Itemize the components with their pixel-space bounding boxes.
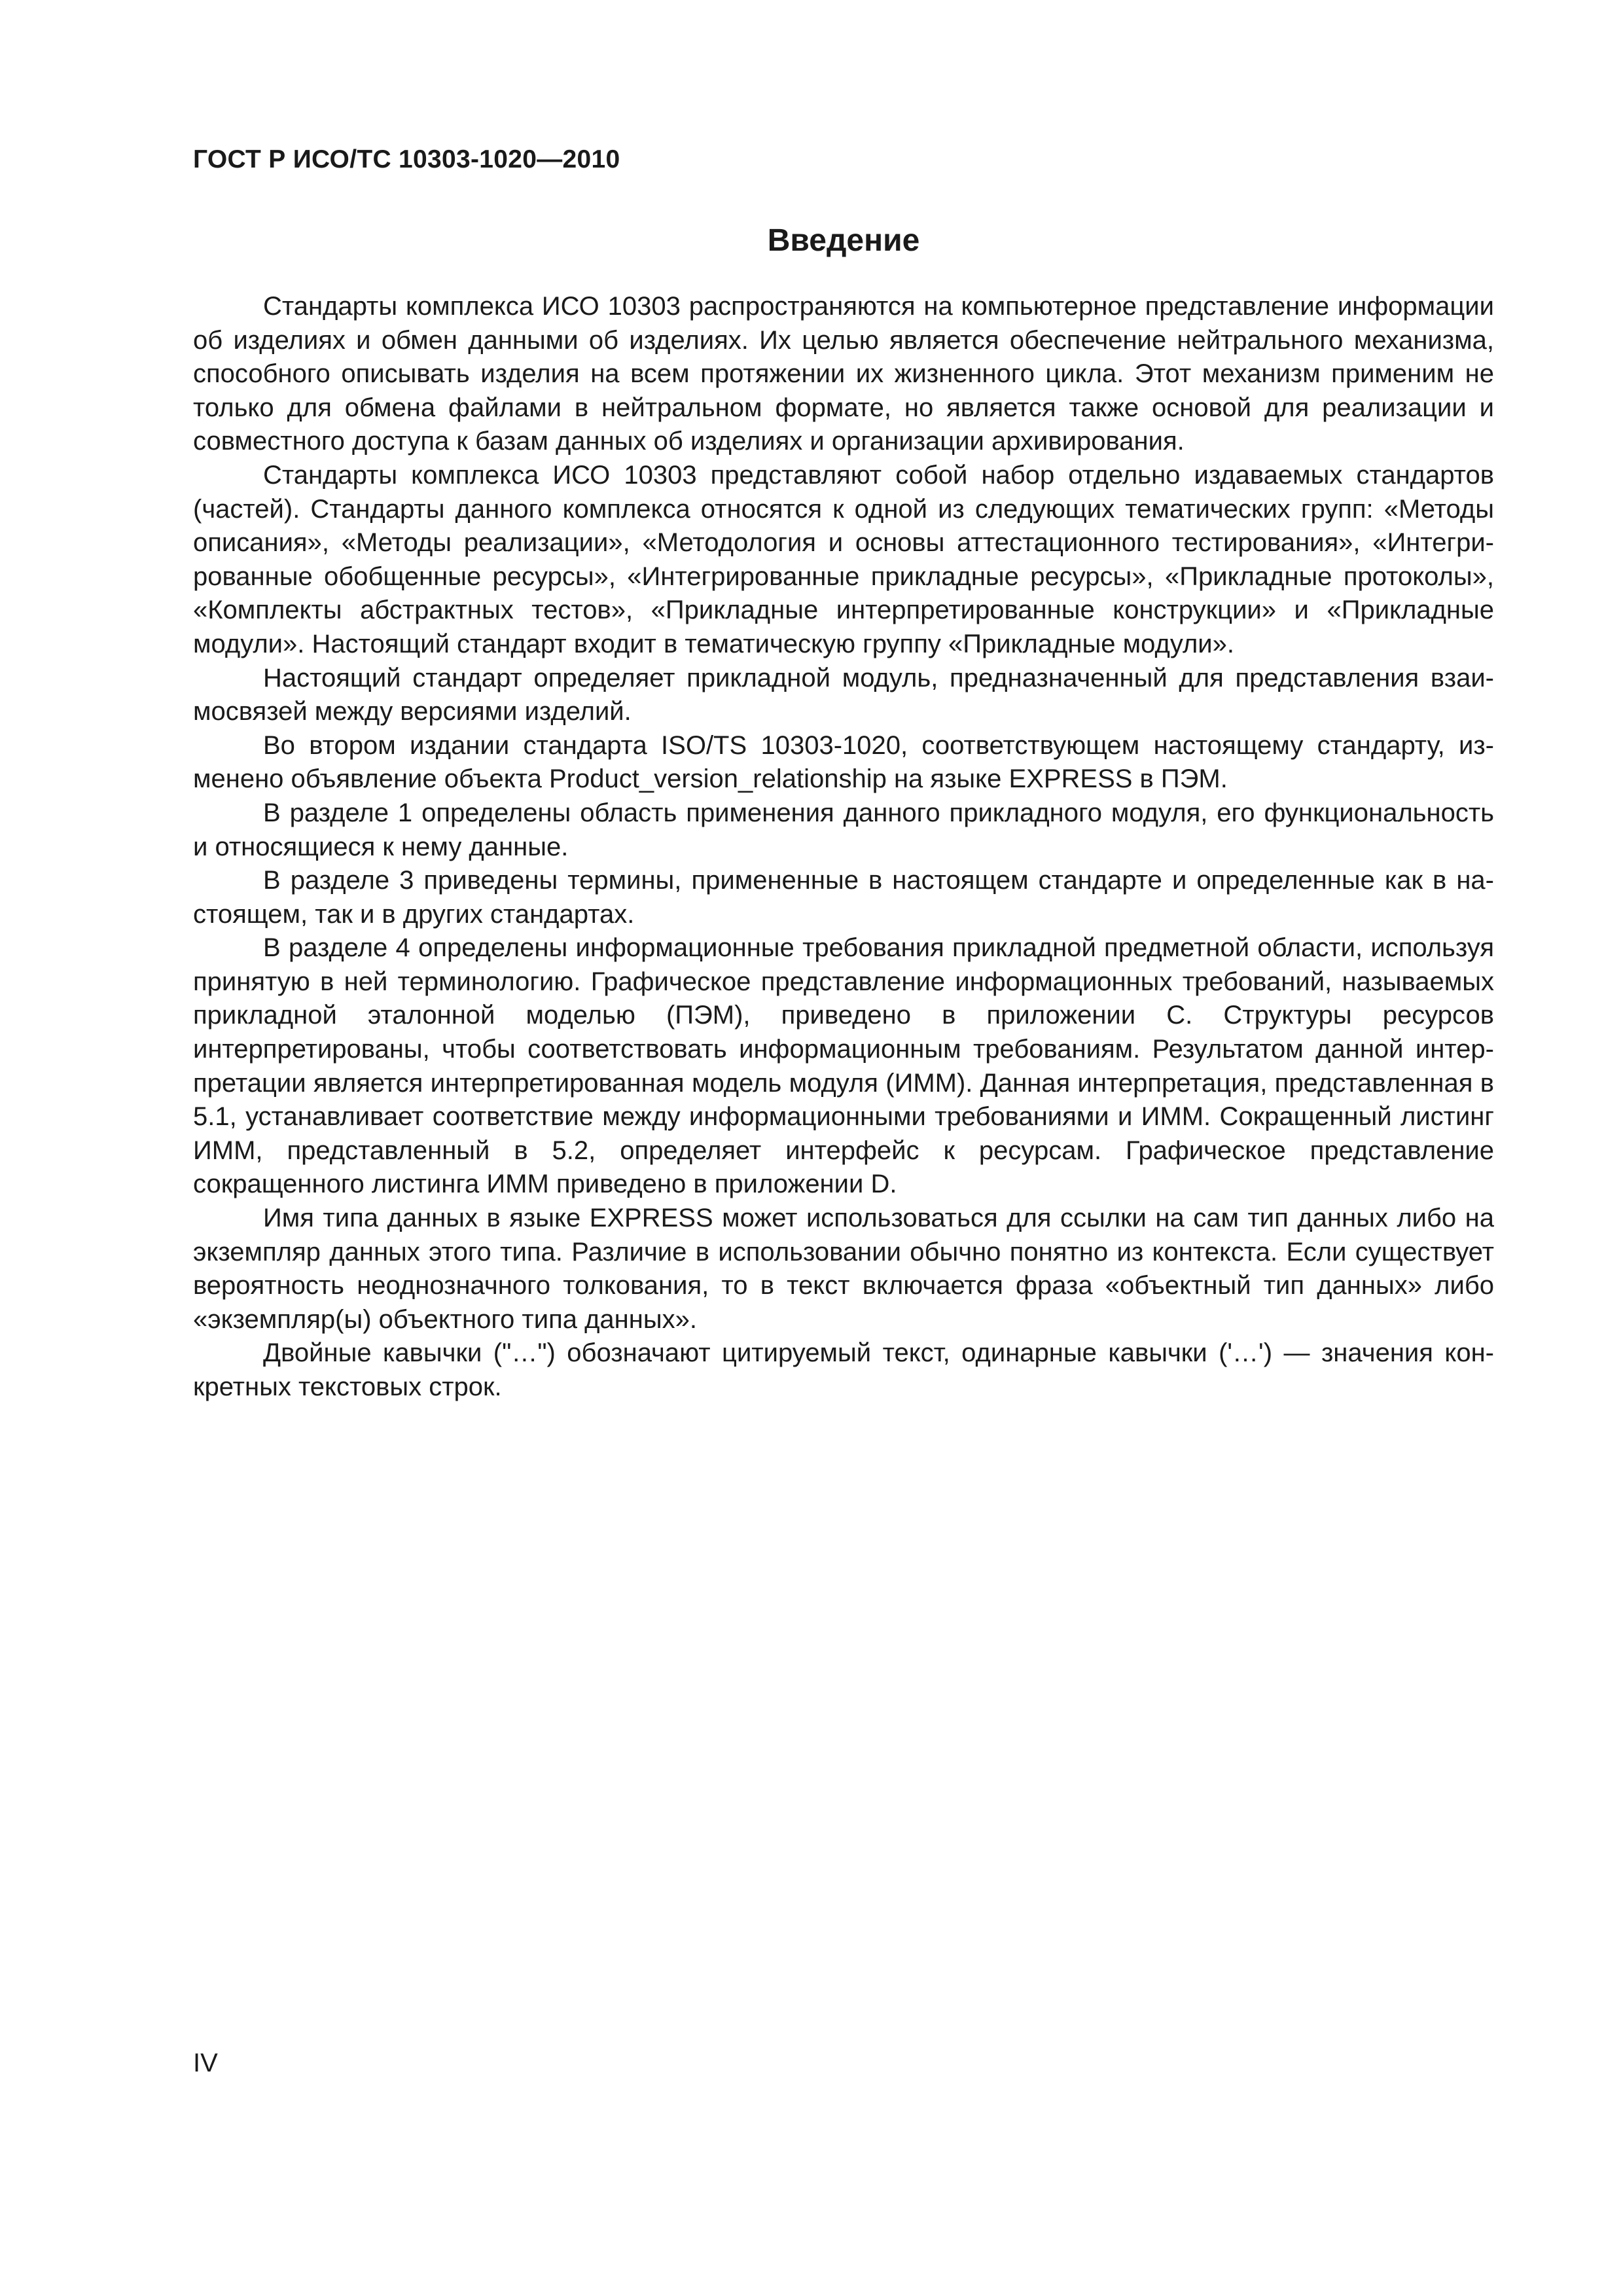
paragraph: Имя типа данных в языке EXPRESS может использоваться для ссылки на сам тип данных либо на экземпляр данных этого типа. Различие в использовании обычно понятно из контекста. Если существует вероятность неоднозначного толкования, то в текст включается фраза «объектный тип данных» либо «экземпляр(ы) объектного типа данных». [193, 1204, 1494, 1334]
document-code-header: ГОСТ Р ИСО/ТС 10303-1020—2010 [193, 145, 620, 173]
paragraph: В разделе 1 определены область применения данного прикладного модуля, его функциональность и относящиеся к нему данные. [193, 798, 1494, 861]
paragraph: Настоящий стандарт определяет прикладной модуль, предназначенный для представления взаимосвязей между версиями изделий. [193, 663, 1494, 726]
paragraph: Во втором издании стандарта ISO/TS 10303-1020, соответствующем настоящему стандарту, изменено объявление объекта Product_version_relationship на языке EXPRESS в ПЭМ. [193, 730, 1494, 794]
paragraph: Двойные кавычки ("…") обозначают цитируемый текст, одинарные кавычки ('…') — значения конкретных текстовых строк. [193, 1338, 1494, 1401]
page-number: IV [193, 2049, 218, 2077]
body-text [193, 290, 1494, 1405]
paragraph: Стандарты комплекса ИСО 10303 распространяются на компьютерное представление информации об изделиях и обмен данными об изделиях. Их целью является обеспечение нейтрального механизма, способного описывать изделия на всем протяжении их жизненного цикла. Этот механизм применим не только для обмена файлами в нейтральном формате, но является также основой для реализации и совместного доступа к базам данных об изделиях и организации архивирования. [193, 292, 1494, 456]
paragraph: В разделе 3 приведены термины, примененные в настоящем стандарте и определенные как в настоящем, так и в других стандартах. [193, 866, 1494, 929]
section-title: Введение [767, 223, 920, 258]
paragraph: Стандарты комплекса ИСО 10303 представляют собой набор отдельно издаваемых стандартов (частей). Стандарты данного комплекса относятся к одной из следующих тематических групп: «Методы описания», «Методы реализации», «Методология и основы аттестационного тестирования», «Интегрированные обобщенные ресурсы», «Интегрированные прикладные ресурсы», «Прикладные протоколы», «Комплекты абстрактных тестов», «Прикладные интерпретированные конструкции» и «Прикладные модули». Настоящий стандарт входит в тематическую группу «Прикладные модули». [193, 460, 1494, 658]
paragraph: В разделе 4 определены информационные требования прикладной предметной области, используя принятую в ней терминологию. Графическое представление информационных требований, называемых прикладной эталонной моделью (ПЭМ), приведено в приложении С. Структуры ресурсов интерпретированы, чтобы соответствовать информационным требованиям. Результатом данной интерпретации является интерпретированная модель модуля (ИММ). Данная интерпретация, представленная в 5.1, устанавливает соответствие между информационными требованиями и ИММ. Сокращенный листинг ИММ, представленный в 5.2, определяет интерфейс к ресурсам. Графическое представление сокращенного листинга ИММ приведено в приложении D. [193, 933, 1494, 1199]
